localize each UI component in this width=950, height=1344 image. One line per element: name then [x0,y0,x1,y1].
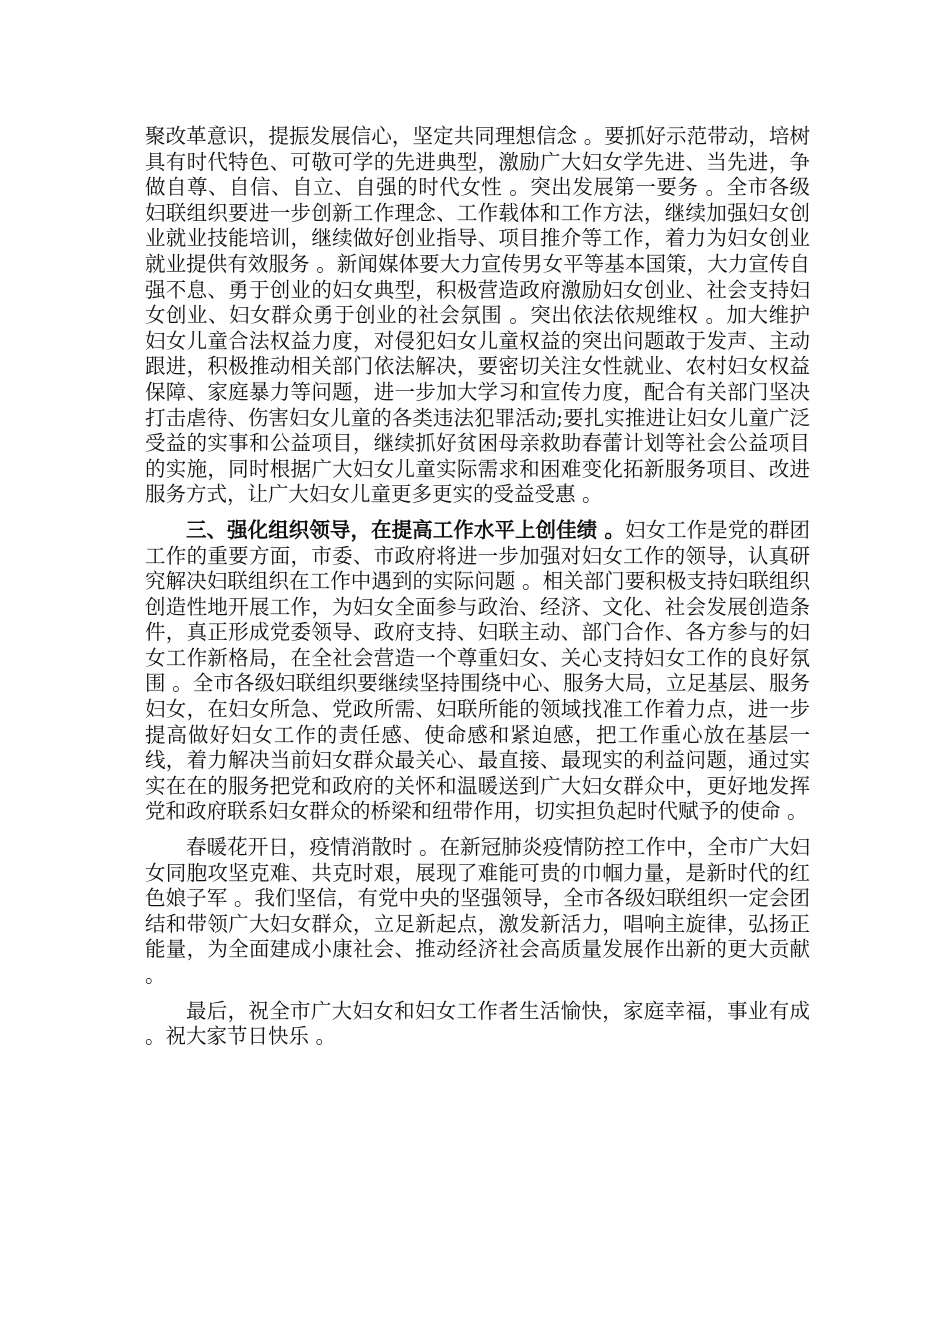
paragraph-1-text: 聚改革意识，提振发展信心，坚定共同理想信念 。要抓好示范带动，培树具有时代特色、可敬可学的先进典型，激励广大妇女学先进、当先进，争做自尊、自信、自立、自强的时代女性 。突出发展第一要务 。全市各级妇联组织要进一步创新工作理念、工作载体和工作方法，继续加强妇女创业就业技能培训，继续做好创业指导、项目推介等工作，着力为妇女创业就业提供有效服务 。新闻媒体要大力宣传男女平等基本国策，大力宣传自强不息、勇于创业的妇女典型，积极营造政府激励妇女创业、社会支持妇女创业、妇女群众勇于创业的社会氛围 。突出依法依规维权 。加大维护妇女儿童合法权益力度，对侵犯妇女儿童权益的突出问题敢于发声、主动跟进，积极推动相关部门依法解决，要密切关注女性就业、农村妇女权益保障、家庭暴力等问题，进一步加大学习和宣传力度，配合有关部门坚决打击虐待、伤害妇女儿童的各类违法犯罪活动;要扎实推进让妇女儿童广泛受益的实事和公益项目，继续抓好贫困母亲救助春蕾计划等社会公益项目的实施，同时根据广大妇女儿童实际需求和困难变化拓新服务项目、改进服务方式，让广大妇女儿童更多更实的受益受惠 。 [145,124,810,507]
document-body [145,124,810,1050]
paragraph-2-text: 妇女工作是党的群团工作的重要方面，市委、市政府将进一步加强对妇女工作的领导，认真研究解决妇联组织在工作中遇到的实际问题 。相关部门要积极支持妇联组织创造性地开展工作，为妇女全面参与政治、经济、文化、社会发展创造条件，真正形成党委领导、政府支持、妇联主动、部门合作、各方参与的妇女工作新格局，在全社会营造一个尊重妇女、关心支持妇女工作的良好氛围 。全市各级妇联组织要继续坚持围绕中心、服务大局，立足基层、服务妇女，在妇女所急、党政所需、妇联所能的领域找准工作着力点，进一步提高做好妇女工作的责任感、使命感和紧迫感，把工作重心放在基层一线，着力解决当前妇女群众最关心、最直接、最现实的利益问题，通过实实在在的服务把党和政府的关怀和温暖送到广大妇女群众中，更好地发挥党和政府联系妇女群众的桥梁和纽带作用，切实担负起时代赋予的使命 。 [145,517,810,824]
paragraph-1 [145,124,810,508]
paragraph-4-text: 最后，祝全市广大妇女和妇女工作者生活愉快，家庭幸福，事业有成 。祝大家节日快乐 。 [145,998,810,1049]
paragraph-3-text: 春暖花开日，疫情消散时 。在新冠肺炎疫情防控工作中，全市广大妇女同胞攻坚克难、共克时艰，展现了难能可贵的巾帼力量，是新时代的红色娘子军 。我们坚信，有党中央的坚强领导，全市各级妇联组织一定会团结和带领广大妇女群众，立足新起点，激发新活力，唱响主旋律，弘扬正能量，为全面建成小康社会、推动经济社会高质量发展作出新的更大贡献 。 [145,835,810,987]
section-three-heading: 三、强化组织领导，在提高工作水平上创佳绩 。 [186,517,625,542]
paragraph-4 [145,999,810,1050]
paragraph-2 [145,518,810,825]
paragraph-3 [145,835,810,989]
